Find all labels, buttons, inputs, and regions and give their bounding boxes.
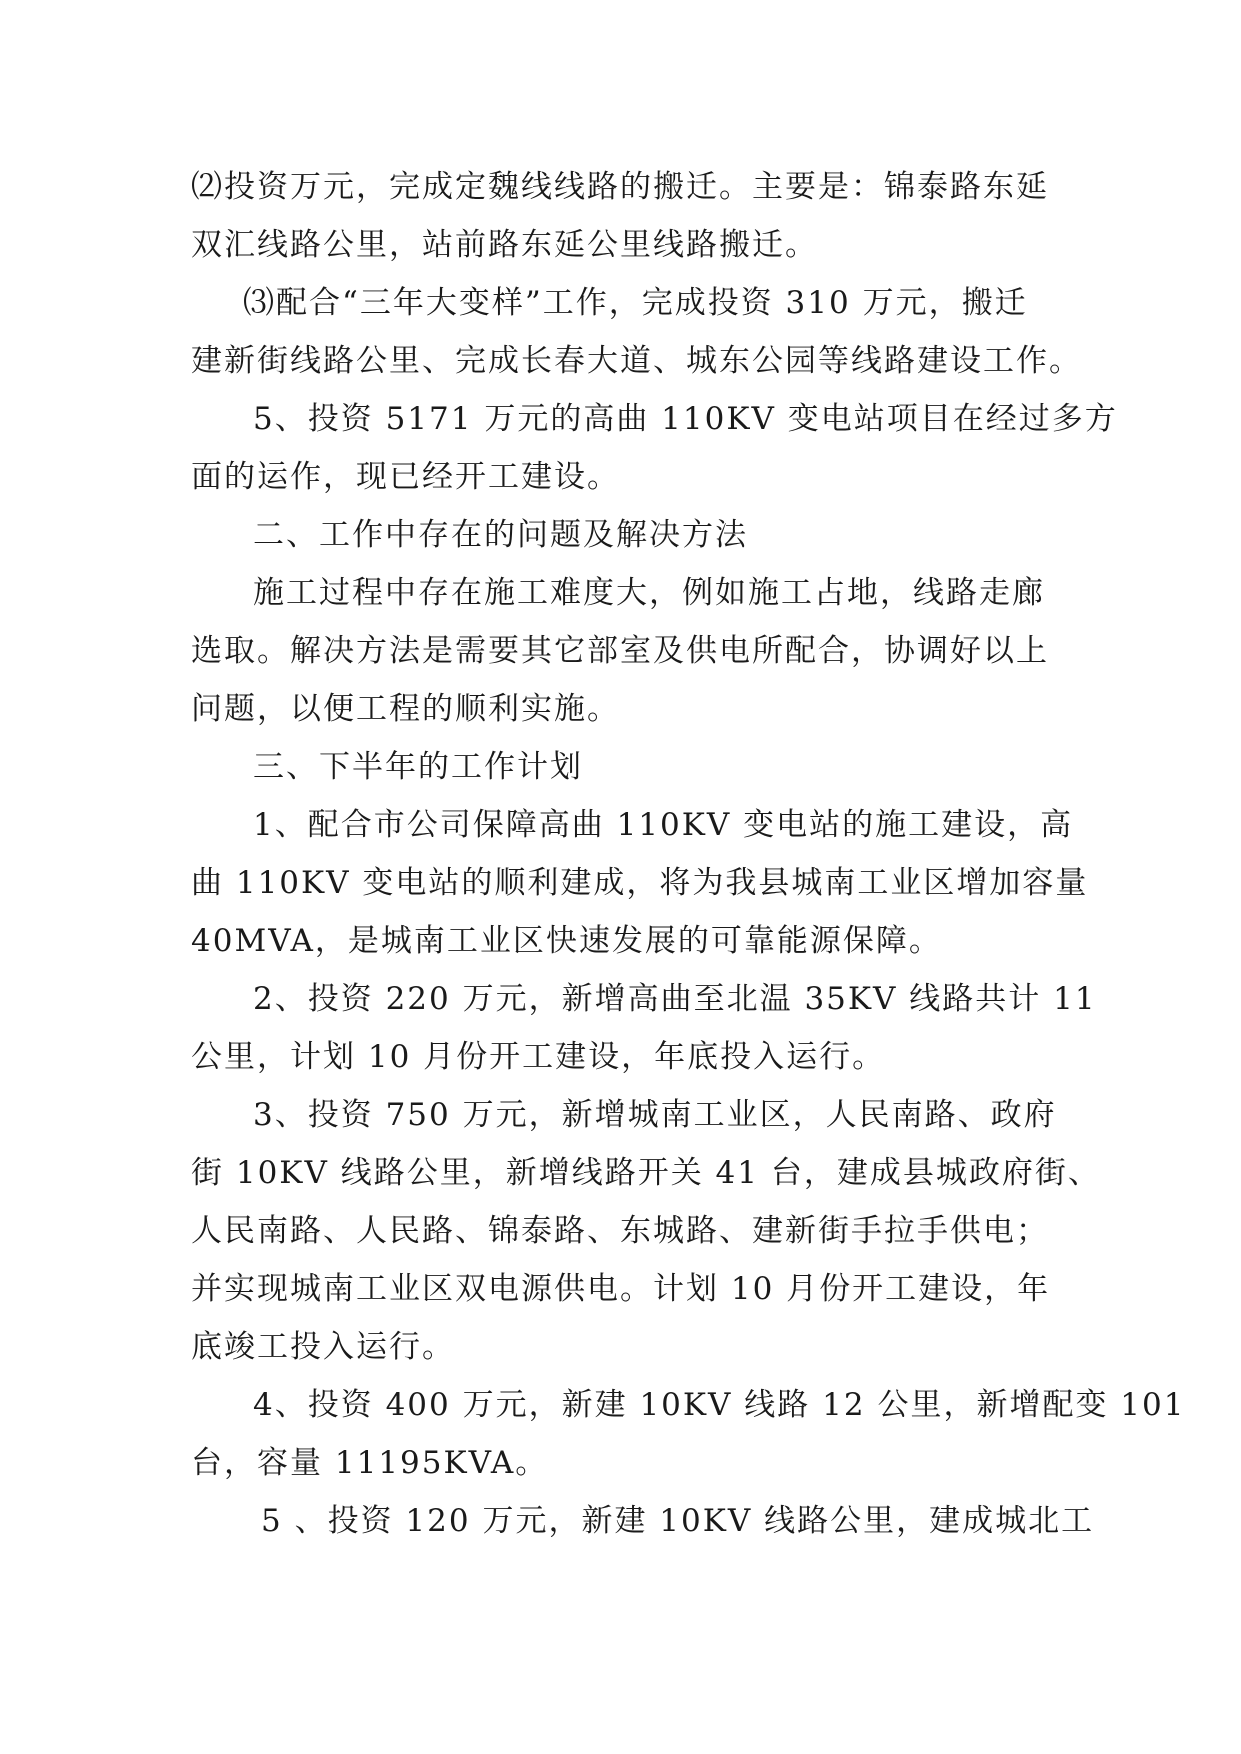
paragraph-line: 并实现城南工业区双电源供电。计划 10 月份开工建设，年 [191, 1271, 1051, 1307]
paragraph-line: 2、投资 220 万元，新增高曲至北温 35KV 线路共计 11 [253, 981, 1097, 1017]
document-body [191, 158, 1186, 1550]
paragraph-line: 建新街线路公里、完成长春大道、城东公园等线路建设工作。 [191, 343, 1082, 379]
paragraph-line: 问题，以便工程的顺利实施。 [191, 691, 620, 727]
paragraph-line: 施工过程中存在施工难度大，例如施工占地，线路走廊 [253, 575, 1045, 611]
paragraph-line: 街 10KV 线路公里，新增线路开关 41 台，建成县城政府街、 [191, 1155, 1101, 1191]
paragraph-line: 4、投资 400 万元，新建 10KV 线路 12 公里，新增配变 101 [253, 1387, 1186, 1423]
paragraph-line: 面的运作，现已经开工建设。 [191, 459, 620, 495]
paragraph-line: 3、投资 750 万元，新增城南工业区，人民南路、政府 [253, 1097, 1057, 1133]
section-heading: 三、下半年的工作计划 [253, 749, 583, 785]
paragraph-line: 5 、投资 120 万元，新建 10KV 线路公里，建成城北工 [261, 1503, 1095, 1539]
paragraph-line: ⑵投资万元，完成定魏线线路的搬迁。主要是：锦泰路东延 [191, 169, 1049, 205]
paragraph-line: 台，容量 11195KVA。 [191, 1445, 549, 1481]
section-heading: 二、工作中存在的问题及解决方法 [253, 517, 748, 553]
paragraph-line: 双汇线路公里，站前路东延公里线路搬迁。 [191, 227, 818, 263]
paragraph-line: 1、配合市公司保障高曲 110KV 变电站的施工建设，高 [253, 807, 1074, 843]
paragraph-line: 40MVA，是城南工业区快速发展的可靠能源保障。 [191, 923, 942, 959]
paragraph-line: 底竣工投入运行。 [191, 1329, 455, 1365]
paragraph-line: 公里，计划 10 月份开工建设，年底投入运行。 [191, 1039, 886, 1075]
paragraph-line: 人民南路、人民路、锦泰路、东城路、建新街手拉手供电； [191, 1213, 1049, 1249]
paragraph-line: 5、投资 5171 万元的高曲 110KV 变电站项目在经过多方 [253, 401, 1118, 437]
paragraph-line: ⑶配合“三年大变样”工作，完成投资 310 万元，搬迁 [243, 285, 1028, 321]
paragraph-line: 选取。解决方法是需要其它部室及供电所配合，协调好以上 [191, 633, 1049, 669]
paragraph-line: 曲 110KV 变电站的顺利建成，将为我县城南工业区增加容量 [191, 865, 1089, 901]
